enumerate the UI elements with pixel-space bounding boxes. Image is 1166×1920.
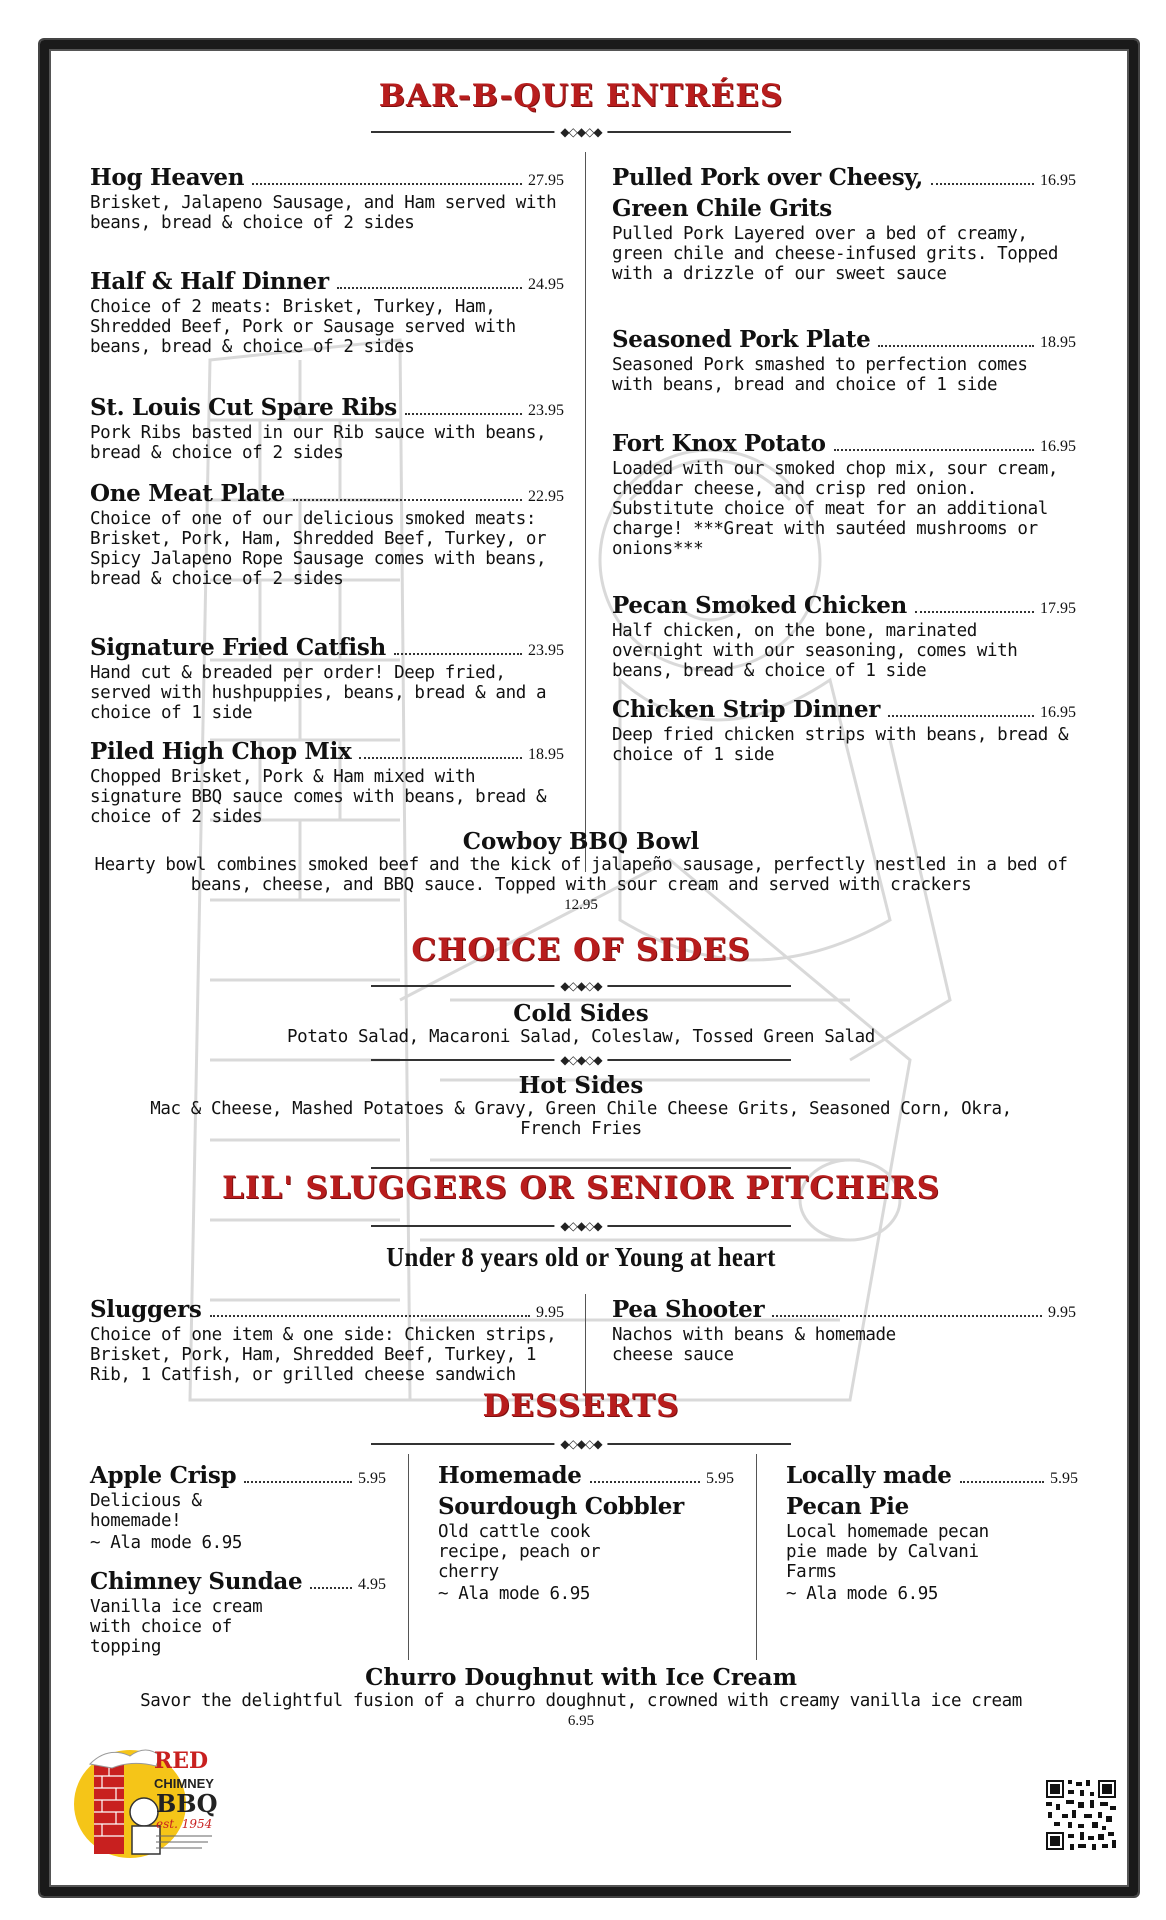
item-price: 16.95 — [1040, 704, 1076, 721]
item-description: Seasoned Pork smashed to perfection comes with beans, bread and choice of 1 side — [612, 355, 1028, 395]
bbq-ornament — [371, 124, 791, 140]
item-description: Choice of 2 meats: Brisket, Turkey, Ham, Shredded Beef, Pork or Sausage served with beans, bread & choice of 2 sides — [90, 297, 516, 357]
logo-red-text: RED — [154, 1748, 209, 1774]
item-name: Fort Knox Potato — [612, 430, 826, 457]
item-name-line2: Green Chile Grits — [612, 195, 832, 222]
entree-item — [612, 326, 1076, 395]
kids-subtitle-wrap — [52, 1242, 1110, 1273]
cold-sides — [52, 1000, 1110, 1047]
item-name: Sluggers — [90, 1296, 202, 1323]
item-note: ~ Ala mode 6.95 — [786, 1584, 939, 1604]
item-description: Half chicken, on the bone, marinated overnight with our seasoning, comes with beans, bread & choice of 1 side — [612, 621, 1018, 681]
diamond-ornament-icon: ◆◇◆◇◆ — [554, 978, 607, 994]
hot-sides-list: Mac & Cheese, Mashed Potatoes & Gravy, Green Chile Cheese Grits, Seasoned Corn, Okra, French Fries — [150, 1099, 1012, 1139]
item-price: 5.95 — [358, 1470, 386, 1487]
hot-sides — [52, 1072, 1110, 1139]
menu-page — [52, 52, 1110, 1868]
dessert-item — [90, 1568, 386, 1657]
item-name: Pea Shooter — [612, 1296, 765, 1323]
diamond-ornament-icon: ◆◇◆◇◆ — [554, 124, 607, 140]
item-price: 12.95 — [564, 897, 598, 913]
entree-item — [612, 164, 1076, 284]
item-price: 24.95 — [528, 276, 564, 293]
item-description: Old cattle cook recipe, peach or cherry — [438, 1522, 601, 1582]
item-price: 5.95 — [1050, 1470, 1078, 1487]
sides-heading: CHOICE OF SIDES — [411, 932, 751, 968]
item-name: St. Louis Cut Spare Ribs — [90, 394, 397, 421]
item-description: Hand cut & breaded per order! Deep fried, served with hushpuppies, beans, bread & and a choice of 1 side — [90, 663, 547, 723]
item-description: Choice of one item & one side: Chicken strips, Brisket, Pork, Ham, Shredded Beef, Turkey, 1 Rib, 1 Catfish, or grilled cheese sandwich — [90, 1325, 557, 1385]
item-name: Pecan Smoked Chicken — [612, 592, 907, 619]
dessert-divider-2 — [756, 1454, 757, 1660]
entree-item — [90, 480, 564, 589]
item-price: 4.95 — [358, 1576, 386, 1593]
item-price: 23.95 — [528, 402, 564, 419]
item-name: Pulled Pork over Cheesy, — [612, 164, 923, 191]
item-name: Seasoned Pork Plate — [612, 326, 871, 353]
cowboy-bowl-item — [52, 828, 1110, 914]
item-name: One Meat Plate — [90, 480, 286, 507]
item-description: Local homemade pecan pie made by Calvani Farms — [786, 1522, 989, 1582]
cold-sides-list: Potato Salad, Macaroni Salad, Coleslaw, Tossed Green Salad — [287, 1027, 875, 1047]
item-description: Delicious & homemade! — [90, 1491, 202, 1531]
item-description: Loaded with our smoked chop mix, sour cream, cheddar cheese, and crisp red onion. Substitute choice of meat for an additional charge! ***Great with sautéed mushrooms or onions*** — [612, 459, 1058, 559]
item-name: Homemade — [438, 1462, 582, 1489]
churro-item — [52, 1664, 1110, 1730]
item-name: Cowboy BBQ Bowl — [462, 828, 700, 855]
item-description: Hearty bowl combines smoked beef and the kick of jalapeño sausage, perfectly nestled in a bed of beans, cheese, and BBQ sauce. Topped with sour cream and served with crackers — [94, 855, 1068, 895]
entree-item — [612, 592, 1076, 681]
item-price: 27.95 — [528, 172, 564, 189]
item-price: 5.95 — [706, 1470, 734, 1487]
item-price: 9.95 — [1048, 1304, 1076, 1321]
sides-divider — [371, 1052, 791, 1068]
item-price: 16.95 — [1040, 438, 1076, 455]
item-name: Hog Heaven — [90, 164, 245, 191]
dessert-item — [90, 1462, 386, 1553]
item-price: 6.95 — [567, 1713, 595, 1729]
svg-text:CHIMNEY: CHIMNEY — [154, 1776, 214, 1791]
item-price: 9.95 — [536, 1304, 564, 1321]
item-note: ~ Ala mode 6.95 — [438, 1584, 591, 1604]
dessert-divider-1 — [408, 1454, 409, 1660]
dessert-item — [438, 1462, 734, 1604]
item-description: Pork Ribs basted in our Rib sauce with beans, bread & choice of 2 sides — [90, 423, 547, 463]
item-name: Churro Doughnut with Ice Cream — [365, 1664, 797, 1691]
item-name: Apple Crisp — [90, 1462, 237, 1489]
item-description: Nachos with beans & homemade cheese sauce — [612, 1325, 896, 1365]
item-description: Choice of one of our delicious smoked meats: Brisket, Pork, Ham, Shredded Beef, Turkey, or Spicy Jalapeno Rope Sausage comes with beans, bread & choice of 2 sides — [90, 509, 547, 589]
red-chimney-bbq-logo — [72, 1742, 232, 1860]
item-description: Pulled Pork Layered over a bed of creamy, green chile and cheese-infused grits. Topped with a drizzle of our sweet sauce — [612, 224, 1058, 284]
entree-item — [90, 164, 564, 233]
item-description: Deep fried chicken strips with beans, bread & choice of 1 side — [612, 725, 1069, 765]
kids-subtitle: Under 8 years old or Young at heart — [386, 1242, 776, 1272]
item-description: Vanilla ice cream with choice of topping — [90, 1597, 263, 1657]
entree-item — [90, 394, 564, 463]
svg-text:est. 1954: est. 1954 — [156, 1817, 213, 1831]
item-description: Brisket, Jalapeno Sausage, and Ham served with beans, bread & choice of 2 sides — [90, 193, 557, 233]
item-price: 16.95 — [1040, 172, 1076, 189]
bbq-entrees-heading: BAR-B-QUE ENTRÉES — [378, 78, 784, 114]
item-price: 18.95 — [528, 746, 564, 763]
item-description: Chopped Brisket, Pork & Ham mixed with signature BBQ sauce comes with beans, bread & choice of 2 sides — [90, 767, 547, 827]
desserts-ornament — [371, 1436, 791, 1452]
cold-sides-title: Cold Sides — [513, 1000, 649, 1027]
entree-item — [90, 268, 564, 357]
item-price: 17.95 — [1040, 600, 1076, 617]
item-name: Chimney Sundae — [90, 1568, 303, 1595]
item-name: Chicken Strip Dinner — [612, 696, 881, 723]
column-divider — [585, 152, 586, 872]
entree-item — [612, 430, 1076, 559]
entree-item — [90, 738, 564, 827]
item-price: 18.95 — [1040, 334, 1076, 351]
kids-heading: LIL' SLUGGERS OR SENIOR PITCHERS — [221, 1170, 940, 1206]
hot-sides-title: Hot Sides — [518, 1072, 644, 1099]
diamond-ornament-icon: ◆◇◆◇◆ — [554, 1218, 607, 1234]
dessert-item — [786, 1462, 1078, 1604]
item-name-line2: Pecan Pie — [786, 1493, 909, 1520]
qr-code-icon[interactable] — [1044, 1778, 1118, 1852]
sides-ornament — [371, 978, 791, 994]
item-price: 23.95 — [528, 642, 564, 659]
kids-ornament — [371, 1218, 791, 1234]
item-name: Piled High Chop Mix — [90, 738, 352, 765]
desserts-heading: DESSERTS — [482, 1388, 680, 1424]
item-name: Locally made — [786, 1462, 952, 1489]
item-name: Half & Half Dinner — [90, 268, 329, 295]
entree-item — [612, 696, 1076, 765]
item-name: Signature Fried Catfish — [90, 634, 386, 661]
diamond-ornament-icon: ◆◇◆◇◆ — [554, 1436, 607, 1452]
item-name-line2: Sourdough Cobbler — [438, 1493, 684, 1520]
item-price: 22.95 — [528, 488, 564, 505]
entree-item — [90, 634, 564, 723]
kids-item — [612, 1296, 1076, 1365]
kids-item — [90, 1296, 564, 1385]
svg-text:BBQ: BBQ — [156, 1789, 218, 1818]
item-description: Savor the delightful fusion of a churro doughnut, crowned with creamy vanilla ice cream — [140, 1691, 1022, 1711]
diamond-ornament-icon: ◆◇◆◇◆ — [554, 1052, 607, 1068]
item-note: ~ Ala mode 6.95 — [90, 1533, 243, 1553]
